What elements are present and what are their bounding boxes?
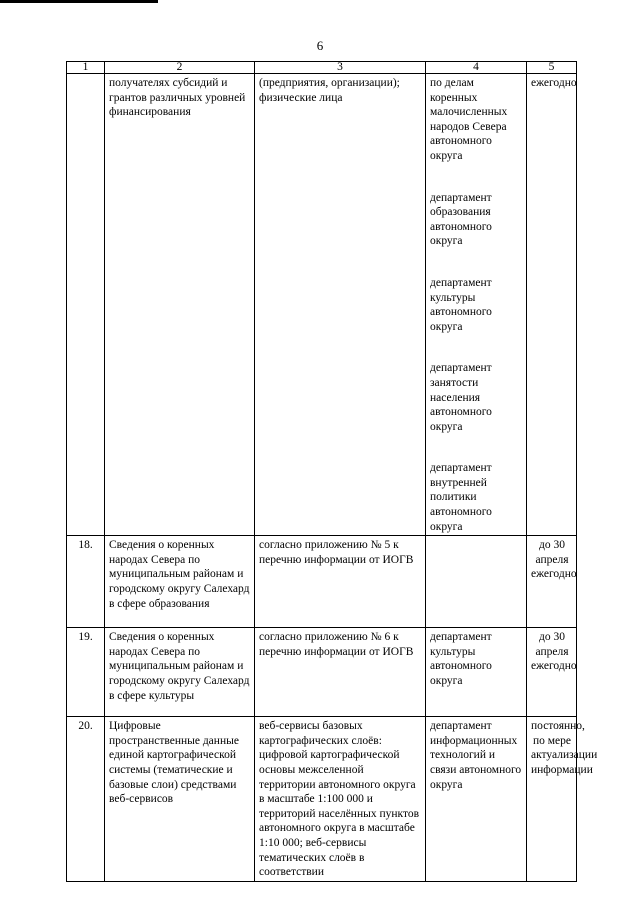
row-source: веб-сервисы базовых картографических слоёв: цифровой картографической основы межселенной территории автономного округа в масштабе 1:100 000 и территорий населённых пунктов автономного округа в масштабе 1:10 000; веб-сервисы тематических слоёв в соответствии [255,717,426,882]
column-header: 3 [255,62,426,74]
row-source: согласно приложению № 6 к перечню информации от ИОГВ [255,628,426,717]
row-period: до 30 апреля ежегодно [527,536,577,628]
responsible-entry: департамент культуры автономного округа [430,276,492,333]
row-period: постоянно, по мере актуализации информации [527,717,577,882]
responsible-entry: департамент занятости населения автономного округа [430,362,492,433]
table-row [67,536,577,628]
table-row [67,628,577,717]
row-responsible [426,536,527,628]
data-table [66,61,598,882]
responsible-entry: департамент внутренней политики автономного округа [430,462,492,533]
row-name: Цифровые пространственные данные единой картографической системы (тематические и базовые слои) средствами веб-сервисов [105,717,255,882]
row-name: Сведения о коренных народах Севера по муниципальным районам и городскому округу Салехард в сфере образования [105,536,255,628]
table-row [67,74,577,536]
row-period: ежегодно [527,74,577,536]
row-responsible [426,717,527,882]
row-name: получателях субсидий и грантов различных уровней финансирования [105,74,255,536]
table-header-row [67,62,577,74]
page-number: 6 [316,38,324,53]
row-responsible [426,74,527,536]
row-number [67,74,105,536]
responsible-entry: департамент образования автономного округа [430,191,492,248]
column-header: 2 [105,62,255,74]
row-period: до 30 апреля ежегодно [527,628,577,717]
responsible-entry: департамент информационных технологий и связи автономного округа [430,720,522,791]
column-header: 5 [527,62,577,74]
row-number: 18. [67,536,105,628]
responsible-entry: департамент культуры автономного округа [430,631,492,688]
column-header: 4 [426,62,527,74]
row-source: (предприятия, организации); физические лица [255,74,426,536]
responsible-entry: по делам коренных малочисленных народов Севера автономного округа [430,77,508,162]
row-responsible [426,628,527,717]
row-source: согласно приложению № 5 к перечню информации от ИОГВ [255,536,426,628]
row-number: 20. [67,717,105,882]
top-rule [0,0,158,3]
row-number: 19. [67,628,105,717]
row-name: Сведения о коренных народах Севера по муниципальным районам и городскому округу Салехард в сфере культуры [105,628,255,717]
column-header: 1 [67,62,105,74]
table-row [67,717,577,882]
